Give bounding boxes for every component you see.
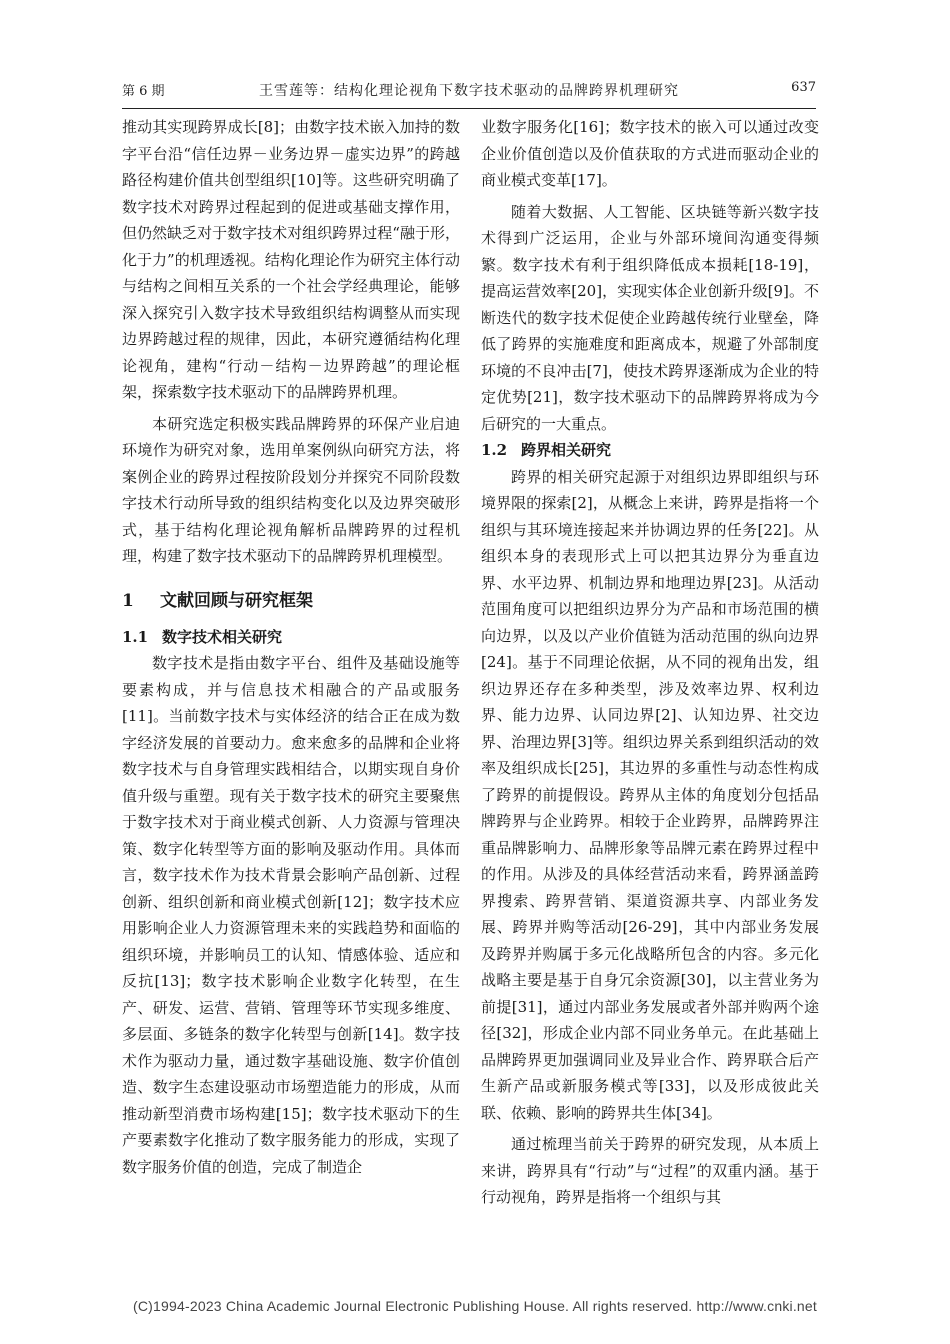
paragraph: 业数字服务化[16]；数字技术的嵌入可以通过改变企业价值创造以及价值获取的方式进而驱动企业的商业模式变革[17]。 (481, 118, 819, 189)
page-number: 637 (791, 80, 816, 95)
section-heading (122, 588, 460, 614)
issue-label: 第 6 期 (122, 84, 165, 99)
paragraph: 通过梳理当前关于跨界的研究发现，从本质上来讲，跨界具有“行动”与“过程”的双重内涵。基于行动视角，跨界是指将一个组织与其 (481, 1135, 819, 1206)
section-number: 1 (122, 590, 134, 611)
left-column (122, 114, 460, 1180)
paragraph: 推动其实现跨界成长[8]；由数字技术嵌入加持的数字平台沿“信任边界－业务边界－虚实边界”的跨越路径构建价值共创型组织[10]等。这些研究明确了数字技术对跨界过程起到的促进或基础支撑作用，但仍然缺乏对于数字技术对组织跨界过程“融于形，化于力”的机理透视。结构化理论作为研究主体行动与结构之间相互关系的一个社会学经典理论，能够深入探究引入数字技术导致组织结构调整从而实现边界跨越过程的规律，因此，本研究遵循结构化理论视角，建构“行动－结构－边界跨越”的理论框架，探索数字技术驱动下的品牌跨界机理。 (122, 118, 460, 401)
running-header (122, 80, 816, 100)
paragraph: 数字技术是指由数字平台、组件及基础设施等要素构成，并与信息技术相融合的产品或服务[11]。当前数字技术与实体经济的结合正在成为数字经济发展的首要动力。愈来愈多的品牌和企业将数字技术与自身管理实践相结合，以期实现自身价值升级与重塑。现有关于数字技术的研究主要聚焦于数字技术对于商业模式创新、人力资源与管理决策、数字化转型等方面的影响及驱动作用。具体而言，数字技术作为技术背景会影响产品创新、过程创新、组织创新和商业模式创新[12]；数字技术应用影响企业人力资源管理未来的实践趋势和面临的组织环境，并影响员工的认知、情感体验、适应和反抗[13]；数字技术影响企业数字化转型，在生产、研发、运营、营销、管理等环节实现多维度、多层面、多链条的数字化转型与创新[14]。数字技术作为驱动力量，通过数字基础设施、数字价值创造、数字生态建设驱动市场塑造能力的形成，从而推动新型消费市场构建[15]；数字技术驱动下的生产要素数字化推动了数字服务能力的形成，实现了数字服务价值的创造，完成了制造企 (122, 654, 460, 1176)
section-title: 文献回顾与研究框架 (160, 590, 313, 611)
right-column (481, 114, 819, 1211)
subsection-heading (122, 624, 460, 651)
subsection-title: 跨界相关研究 (521, 441, 612, 459)
subsection-title: 数字技术相关研究 (162, 627, 283, 646)
paragraph: 随着大数据、人工智能、区块链等新兴数字技术得到广泛运用，企业与外部环境间沟通变得频繁。数字技术有利于组织降低成本损耗[18-19]，提高运营效率[20]，实现实体企业创新升级[9]。不断迭代的数字技术促使企业跨越传统行业壁垒，降低了跨界的实施难度和距离成本，规避了外部制度环境的不良冲击[7]，使技术跨界逐渐成为企业的特定优势[21]，数字技术驱动下的品牌跨界将成为今后研究的一大重点。 (481, 202, 819, 433)
header-rule (122, 108, 816, 109)
copyright-footer: (C)1994-2023 China Academic Journal Electronic Publishing House. All rights reserved. http://www.cnki.net (133, 1298, 817, 1314)
paragraph: 本研究选定积极实践品牌跨界的环保产业启迪环境作为研究对象，选用单案例纵向研究方法，将案例企业的跨界过程按阶段划分并探究不同阶段数字技术行动所导致的组织结构变化以及边界突破形式，基于结构化理论视角解析品牌跨界的过程机理，构建了数字技术驱动下的品牌跨界机理模型。 (122, 414, 460, 565)
subsection-number: 1.2 (481, 441, 508, 459)
subsection-number: 1.1 (122, 627, 149, 646)
paragraph: 跨界的相关研究起源于对组织边界即组织与环境界限的探索[2]，从概念上来讲，跨界是指将一个组织与其环境连接起来并协调边界的任务[22]。从组织本身的表现形式上可以把其边界分为垂直边界、水平边界、机制边界和地理边界[23]。从活动范围角度可以把组织边界分为产品和市场范围的横向边界，以及以产业价值链为活动范围的纵向边界[24]。基于不同理论依据，从不同的视角出发，组织边界还存在多种类型，涉及效率边界、权利边界、能力边界、认同边界[2]、认知边界、社交边界、治理边界[3]等。组织边界关系到组织活动的效率及组织成长[25]，其边界的多重性与动态性构成了跨界的前提假设。跨界从主体的角度划分包括品牌跨界与企业跨界。相较于企业跨界，品牌跨界注重品牌影响力、品牌形象等品牌元素在跨界过程中的作用。从涉及的具体经营活动来看，跨界涵盖跨界搜索、跨界营销、渠道资源共享、内部业务发展、跨界并购等活动[26-29]，其中内部业务发展及跨界并购属于多元化战略所包含的内容。多元化战略主要是基于自身冗余资源[30]，以主营业务为前提[31]，通过内部业务发展或者外部并购两个途径[32]，形成企业内部不同业务单元。在此基础上品牌跨界更加强调同业及异业合作、跨界联合后产生新产品或新服务模式等[33]，以及形成彼此关联、依赖、影响的跨界共生体[34]。 (481, 467, 819, 1122)
subsection-heading (481, 437, 819, 464)
running-title: 王雪莲等：结构化理论视角下数字技术驱动的品牌跨界机理研究 (259, 83, 679, 99)
